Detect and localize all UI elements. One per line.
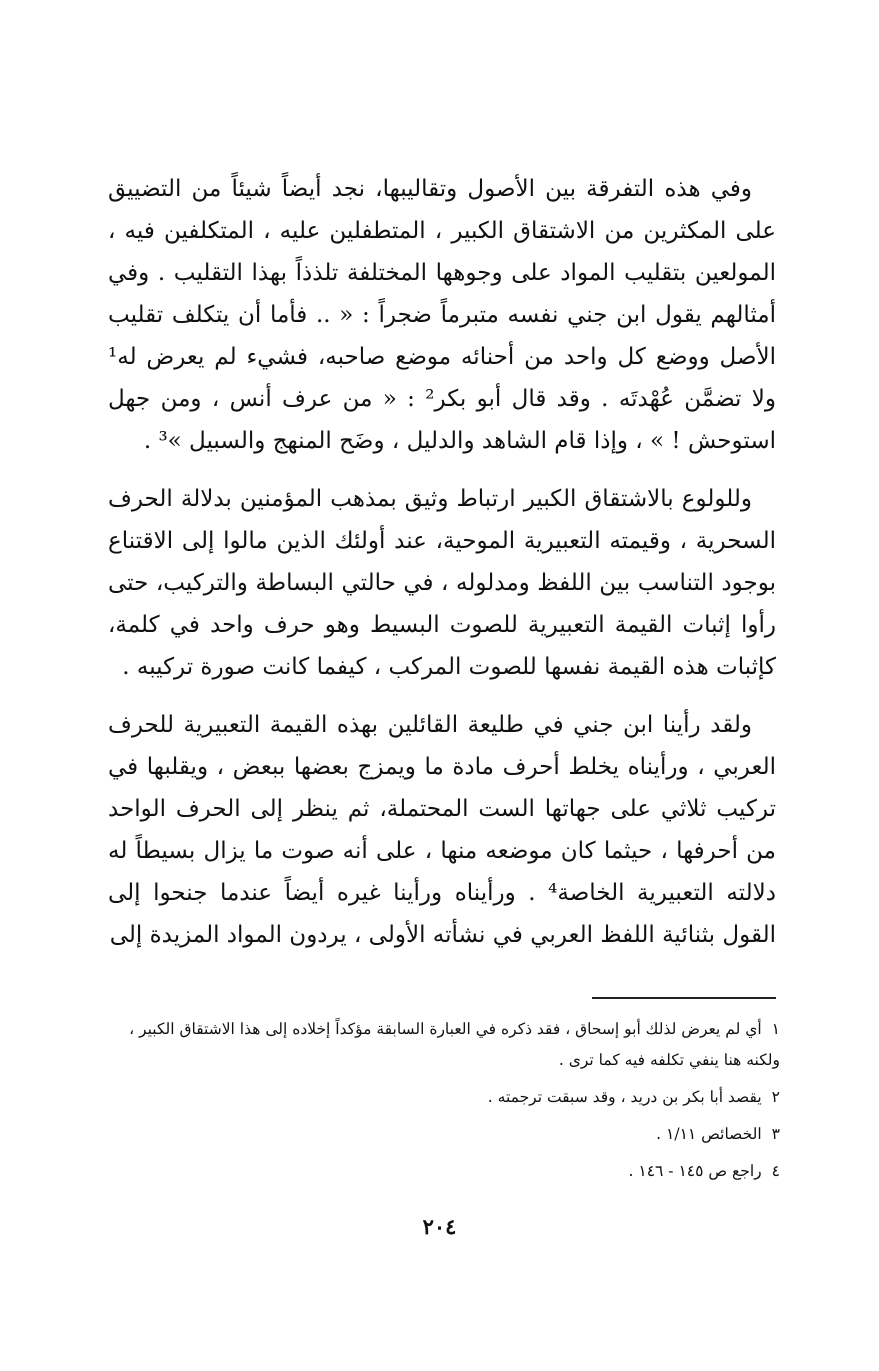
- footnote-2: [108, 1082, 780, 1113]
- main-text: [108, 168, 776, 972]
- footnote-text: أي لم يعرض لذلك أبو إسحاق ، فقد ذكره في العبارة السابقة مؤكداً إخلاده إلى هذا الاشتقاق الكبير ، ولكنه هنا ينفي تكلفه فيه كما ترى .: [129, 1020, 780, 1069]
- footnote-separator: [592, 997, 776, 999]
- footnote-text: يقصد أبا بكر بن دريد ، وقد سبقت ترجمته .: [487, 1088, 762, 1106]
- footnotes: [108, 1014, 780, 1193]
- paragraph-1: وفي هذه التفرقة بين الأصول وتقاليبها، نجد أيضاً شيئاً من التضييق على المكثرين من الاشتقاق الكبير ، المتطفلين عليه ، المتكلفين فيه ، المولعين بتقليب المواد على وجوهها المختلفة تلذذاً بهذا التقليب . وفي أمثالهم يقول ابن جني نفسه متبرماً ضجراً : « .. فأما أن يتكلف تقليب الأصل ووضع كل واحد من أحنائه موضع صاحبه، فشيء لم يعرض له¹ ولا تضمَّن عُهْدتَه . وقد قال أبو بكر² : « من عرف أنس ، ومن جهل استوحش ! » ، وإذا قام الشاهد والدليل ، وضَح المنهج والسبيل »³ .: [108, 176, 777, 454]
- footnote-4: [108, 1156, 780, 1187]
- page-number: ٢٠٤: [422, 1214, 457, 1239]
- footnote-number: ٢: [771, 1088, 780, 1106]
- footnote-number: ١: [771, 1020, 780, 1038]
- paragraph-3: ولقد رأينا ابن جني في طليعة القائلين بهذه القيمة التعبيرية للحرف العربي ، ورأيناه يخلط أحرف مادة ما ويمزج بعضها ببعض ، ويقلبها في تركيب ثلاثي على جهاتها الست المحتملة، ثم ينظر إلى الحرف الواحد من أحرفها ، حيثما كان موضعه منها ، على أنه صوت ما يزال بسيطاً له دلالته التعبيرية الخاصة⁴ . ورأيناه ورأينا غيره أيضاً عندما جنحوا إلى القول بثنائية اللفظ العربي في نشأته الأولى ، يردون المواد المزيدة إلى: [108, 712, 776, 948]
- footnote-text: راجع ص ١٤٥ - ١٤٦ .: [628, 1162, 762, 1180]
- footnote-number: ٣: [771, 1125, 780, 1143]
- footnote-3: [108, 1119, 780, 1150]
- footnote-text: الخصائص ١/١١ .: [656, 1125, 762, 1143]
- footnote-1: [108, 1014, 780, 1076]
- footnote-number: ٤: [771, 1162, 780, 1180]
- paragraph-2: وللولوع بالاشتقاق الكبير ارتباط وثيق بمذهب المؤمنين بدلالة الحرف السحرية ، وقيمته التعبيرية الموحية، عند أولئك الذين مالوا إلى الاقتناع بوجود التناسب بين اللفظ ومدلوله ، في حالتي البساطة والتركيب، حتى رأوا إثبات القيمة التعبيرية للصوت البسيط وهو حرف واحد في كلمة، كإثبات هذه القيمة نفسها للصوت المركب ، كيفما كانت صورة تركيبه .: [108, 486, 776, 680]
